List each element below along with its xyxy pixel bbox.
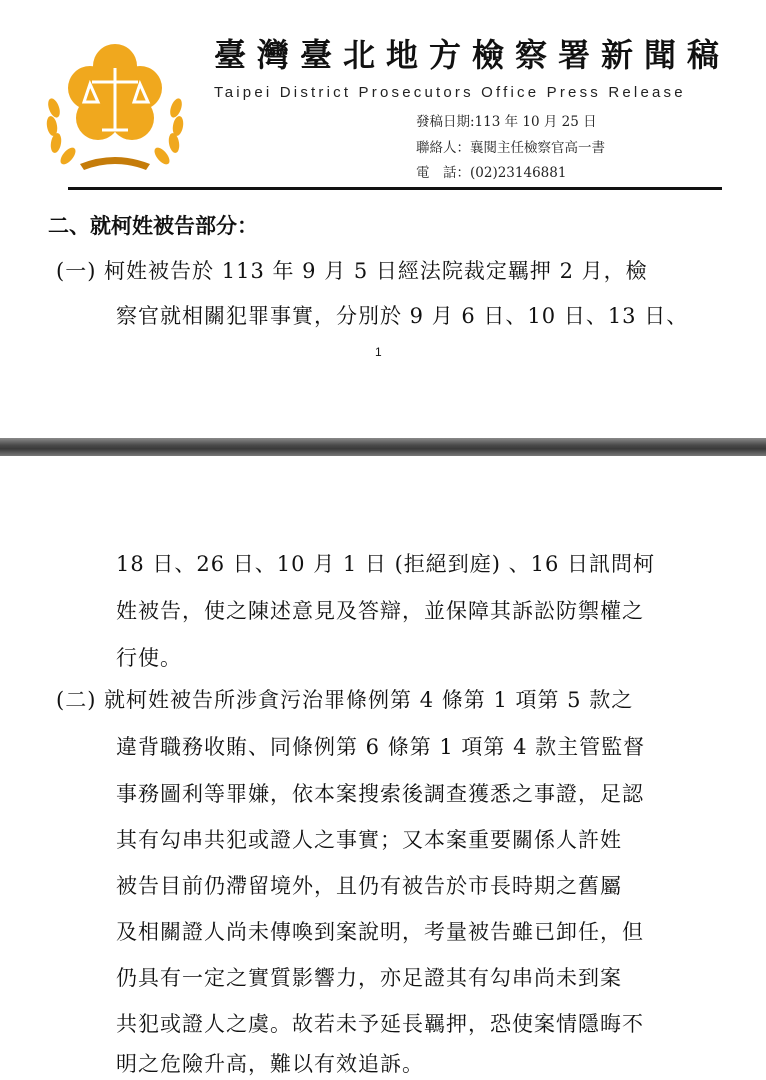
contact-person: 聯絡人：襄閱主任檢察官高一書 <box>416 140 605 156</box>
press-release-title: 臺灣臺北地方檢察署新聞稿 <box>214 36 731 74</box>
paragraph-line: 其有勾串共犯或證人之事實；又本案重要關係人許姓 <box>116 828 622 852</box>
paragraph-line: (二) 就柯姓被告所涉貪污治罪條例第 4 條第 1 項第 5 款之 <box>56 688 634 712</box>
paragraph-line: (一) 柯姓被告於 113 年 9 月 5 日經法院裁定羈押 2 月，檢 <box>56 259 648 283</box>
header-divider <box>68 187 722 190</box>
paragraph-line: 違背職務收賄、同條例第 6 條第 1 項第 4 款主管監督 <box>116 735 646 759</box>
contact-phone: 電 話：(02)23146881 <box>416 165 567 181</box>
press-release-subtitle: Taipei District Prosecutors Office Press Release <box>214 84 686 101</box>
paragraph-line: 被告目前仍滯留境外，且仍有被告於市長時期之舊屬 <box>116 874 622 898</box>
paragraph-line: 察官就相關犯罪事實，分別於 9 月 6 日、10 日、13 日、 <box>116 304 689 328</box>
paragraph-line: 及相關證人尚未傳喚到案說明，考量被告雖已卸任，但 <box>116 920 644 944</box>
paragraph-line: 明之危險升高，難以有效追訴。 <box>116 1052 424 1076</box>
press-release-page-2 <box>0 456 766 1080</box>
paragraph-line: 共犯或證人之虞。故若未予延長羈押，恐使案情隱晦不 <box>116 1012 644 1036</box>
paragraph-line: 行使。 <box>116 646 182 670</box>
paragraph-line: 18 日、26 日、10 月 1 日 (拒絕到庭) 、16 日訊問柯 <box>116 552 656 576</box>
page-separator <box>0 438 766 456</box>
page-number: 1 <box>375 345 382 359</box>
prosecutors-office-emblem-icon <box>40 38 190 172</box>
section-heading: 二、就柯姓被告部分： <box>48 213 258 238</box>
release-date: 發稿日期:113 年 10 月 25 日 <box>416 114 597 130</box>
press-release-page-1 <box>0 0 766 440</box>
paragraph-line: 事務圖利等罪嫌，依本案搜索後調查獲悉之事證，足認 <box>116 782 644 806</box>
paragraph-line: 姓被告，使之陳述意見及答辯，並保障其訴訟防禦權之 <box>116 599 644 623</box>
paragraph-line: 仍具有一定之實質影響力，亦足證其有勾串尚未到案 <box>116 966 622 990</box>
